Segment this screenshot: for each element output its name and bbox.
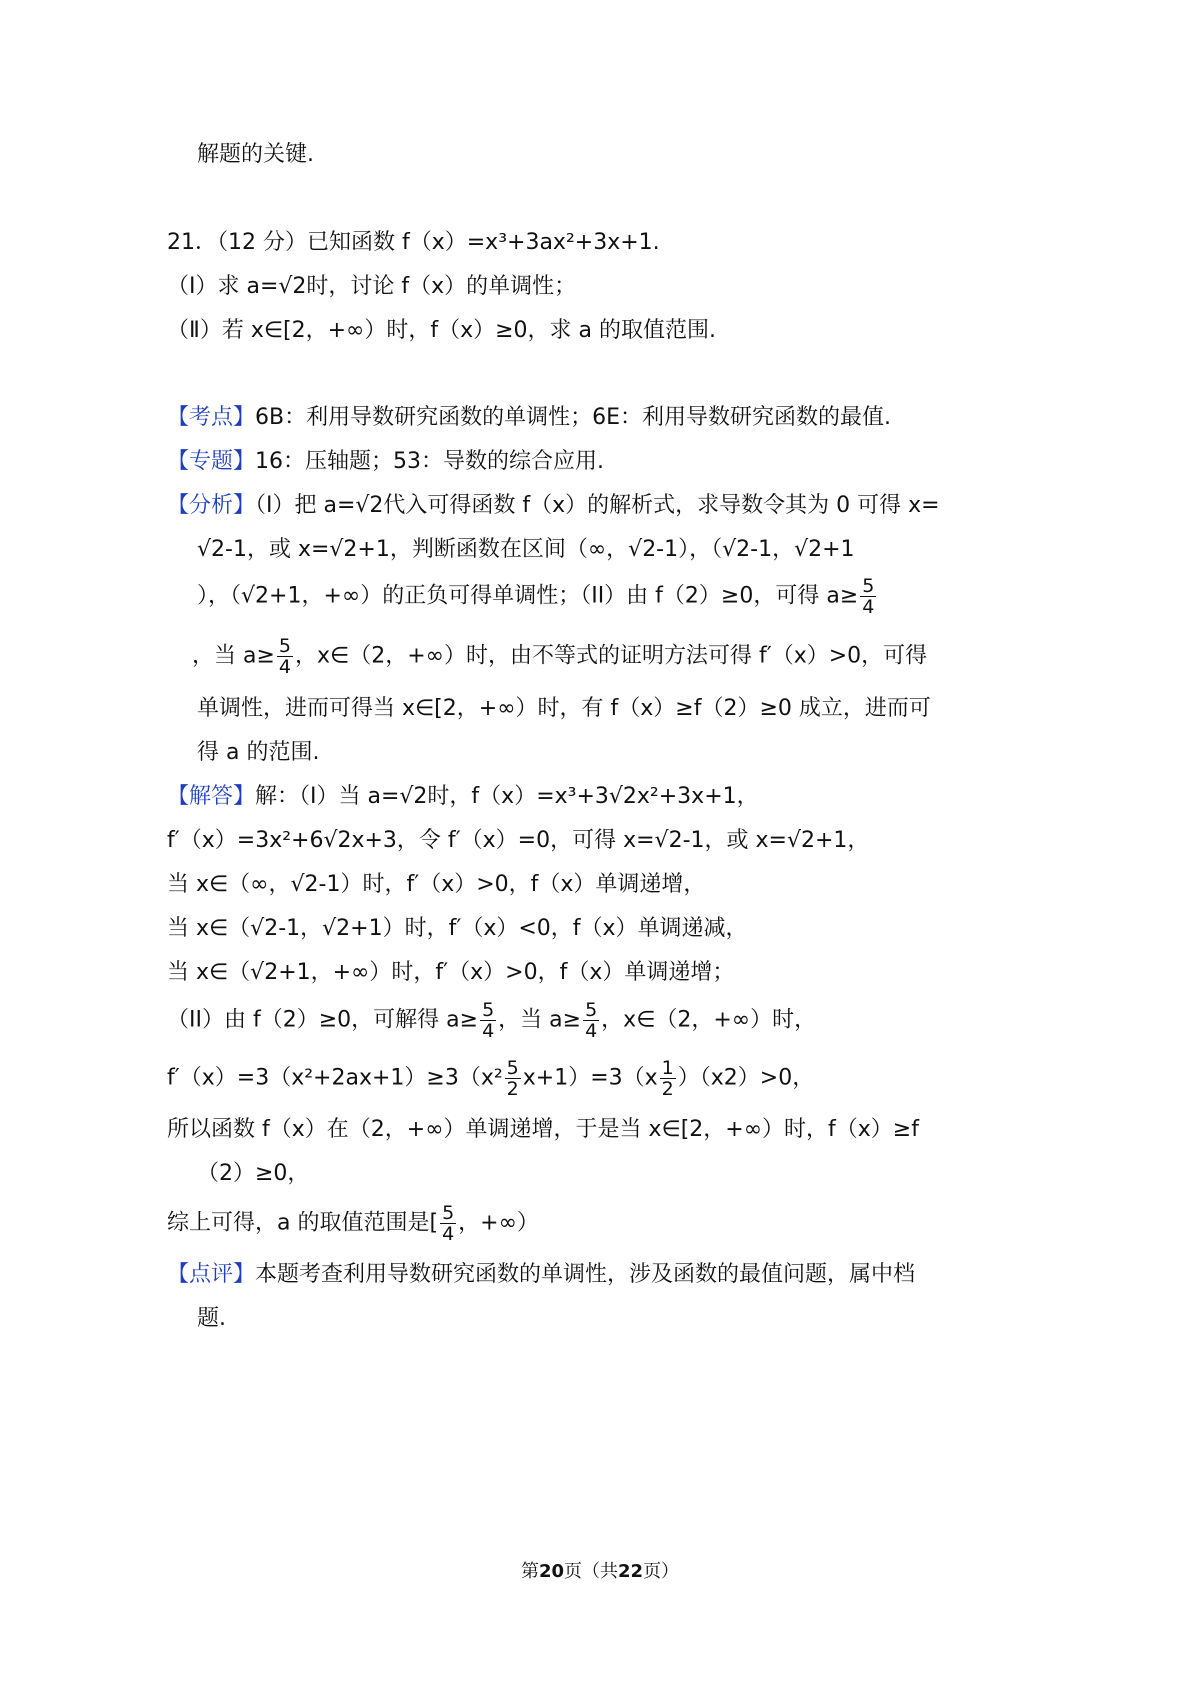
dianping-line: 【点评】本题考查利用导数研究函数的单调性，涉及函数的最值问题，属中档 [167,1262,916,1287]
text-line: 当 x∈（√2-1，√2+1）时，f′（x）<0，f（x）单调递减， [167,916,748,941]
dianping-tag: 【点评】 [167,1262,256,1287]
fraction: $\frac{5}{2}$ [506,1057,519,1100]
text-line: f′（x）=3x²+6√2x+3，令 f′（x）=0，可得 x=√2-1，或 x=√2+1， [167,828,870,853]
text-line: ），（√2+1，+∞）的正负可得单调性；（II）由 f（2）≥0，可得 a≥ $\frac{5}{4}$ [197,575,875,618]
text-line: （II）由 f（2）≥0，可解得 a≥ $\frac{5}{4}$ ，当 a≥ $\frac{5}{4}$ ，x∈（2，+∞）时， [167,999,817,1042]
text-line: 单调性，进而可得当 x∈[2，+∞）时，有 f（x）≥f（2）≥0 成立，进而可 [197,696,931,721]
fraction: $\frac{5}{4}$ [278,635,292,678]
zhuanti-line: 【专题】16：压轴题；53：导数的综合应用. [167,449,604,474]
text-line: 题. [197,1306,226,1331]
text-line: √2-1，或 x=√2+1，判断函数在区间（∞，√2-1），（√2-1，√2+1 [197,537,855,562]
fenxi-line: 【分析】（I）把 a=√2代入可得函数 f（x）的解析式，求导数令其为 0 可得 x= [167,493,940,518]
kaodian-line: 【考点】6B：利用导数研究函数的单调性；6E：利用导数研究函数的最值. [167,405,891,430]
jieda-tag: 【解答】 [167,784,256,809]
fraction: $\frac{5}{4}$ [442,1202,455,1245]
text-line: f′（x）=3（x²+2ax+1）≥3（x² $\frac{5}{2}$ x+1）=3（x $\frac{1}{2}$ ）（x2）>0， [167,1057,815,1100]
text-line: 当 x∈（√2+1，+∞）时，f′（x）>0，f（x）单调递增； [167,960,735,985]
fraction: $\frac{5}{4}$ [482,999,495,1042]
text-line: 当 x∈（∞，√2-1）时，f′（x）>0，f（x）单调递增， [167,872,706,897]
text-line: 综上可得，a 的取值范围是[ $\frac{5}{4}$ ，+∞） [167,1202,539,1245]
text-line: 解题的关键. [197,142,314,167]
text-line: 得 a 的范围. [197,740,320,765]
zhuanti-tag: 【专题】 [167,449,256,474]
kaodian-tag: 【考点】 [167,405,256,430]
page-number: 20 [538,1561,564,1582]
jieda-line: 【解答】解：（I）当 a=√2时，f（x）=x³+3√2x²+3x+1， [167,784,759,809]
problem-title: 21．（12 分）已知函数 f（x）=x³+3ax²+3x+1. [167,230,660,255]
page-footer: 第20页（共22页） [520,1561,680,1582]
text-line: 所以函数 f（x）在（2，+∞）单调递增，于是当 x∈[2，+∞）时，f（x）≥f [167,1117,919,1142]
fraction: $\frac{5}{4}$ [585,999,598,1042]
fenxi-tag: 【分析】 [167,493,256,518]
fraction: $\frac{1}{2}$ [661,1057,674,1100]
problem-part-1: （Ⅰ）求 a=√2时，讨论 f（x）的单调性； [167,274,577,299]
text-line: （2）≥0， [197,1161,310,1186]
problem-part-2: （Ⅱ）若 x∈[2，+∞）时，f（x）≥0，求 a 的取值范围. [167,318,717,343]
page-total: 22 [618,1561,644,1582]
text-line: ，当 a≥ $\frac{5}{4}$ ，x∈（2，+∞）时，由不等式的证明方法可得 f′（x）>0，可得 [192,635,928,678]
fraction: $\frac{5}{4}$ [862,575,875,618]
